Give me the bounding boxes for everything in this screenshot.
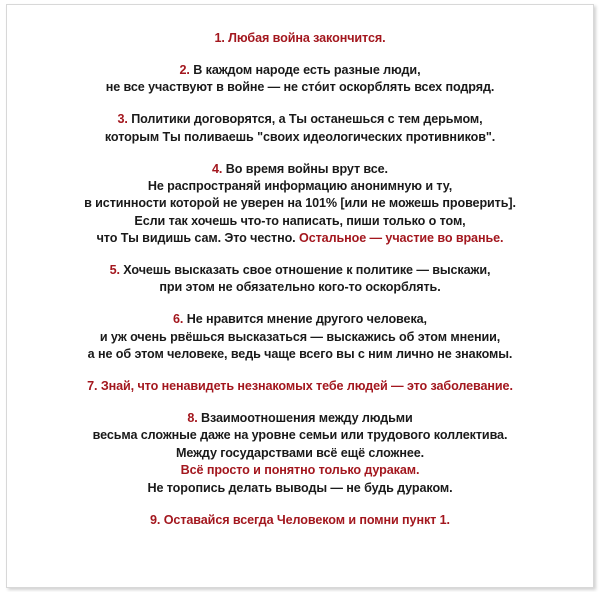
rule-text: Политики договорятся, а Ты останешься с тем дерьмом,	[131, 112, 483, 127]
rule-text: Не распространяй информацию анонимную и ту,	[147, 178, 453, 193]
rule-line	[0, 329, 600, 346]
rule-line	[0, 111, 600, 128]
rule-line	[0, 62, 600, 79]
rule-line	[0, 30, 600, 47]
highlight-text: 7. Знай, что ненавидеть незнакомых тебе людей — это заболевание.	[87, 379, 513, 394]
highlight-text: 5.	[109, 263, 124, 278]
rule-item-2	[0, 62, 600, 97]
rule-text: Взаимоотношения между людьми	[201, 411, 413, 425]
rule-item-5	[0, 262, 600, 297]
rule-text: при этом не обязательно кого-то оскорблять.	[159, 280, 441, 295]
highlight-text: 8.	[187, 411, 202, 425]
rule-line	[0, 378, 600, 395]
rules-list	[0, 30, 600, 543]
rule-item-1	[0, 30, 600, 47]
highlight-text: 2.	[179, 62, 194, 77]
rule-item-7	[0, 378, 600, 395]
rule-line	[0, 262, 600, 279]
rule-item-8	[0, 410, 600, 497]
rule-line	[0, 480, 600, 497]
rule-line	[0, 195, 600, 212]
highlight-text: Всё просто и понятно только дуракам.	[180, 463, 420, 478]
rule-text: Не торопись делать выводы — не будь дураком.	[147, 480, 453, 495]
rule-text: Во время войны врут все.	[225, 161, 388, 176]
rule-line	[0, 161, 600, 178]
rule-line	[0, 410, 600, 427]
rule-line	[0, 512, 600, 529]
rule-text: Не нравится мнение другого человека,	[186, 312, 427, 327]
rule-line	[0, 279, 600, 296]
rule-item-4	[0, 161, 600, 248]
rule-line	[0, 427, 600, 444]
rule-line	[0, 230, 600, 247]
rule-text: и уж очень рвёшься высказаться — выскажись об этом мнении,	[99, 329, 501, 344]
rule-item-9	[0, 512, 600, 529]
rule-text: Между государствами всё ещё сложнее.	[175, 445, 425, 460]
rule-text: что Ты видишь сам. Это честно.	[96, 231, 299, 246]
rule-line	[0, 79, 600, 96]
rule-line	[0, 129, 600, 146]
highlight-text: 6.	[173, 312, 187, 327]
rule-line	[0, 311, 600, 328]
rule-item-3	[0, 111, 600, 146]
highlight-text: 4.	[212, 161, 226, 176]
rule-line	[0, 462, 600, 479]
rule-text: Хочешь высказать свое отношение к политике — выскажи,	[123, 263, 491, 278]
rule-text: а не об этом человеке, ведь чаще всего вы с ним лично не знакомы.	[87, 347, 513, 362]
rule-line	[0, 445, 600, 462]
rule-text: в истинности которой не уверен на 101% [или не можешь проверить].	[84, 196, 516, 211]
rule-text: Если так хочешь что-то написать, пиши только о том,	[134, 213, 466, 228]
rule-text: весьма сложные даже на уровне семьи или трудового коллектива.	[92, 428, 508, 443]
rule-text: В каждом народе есть разные люди,	[193, 62, 421, 77]
rule-text: которым Ты поливаешь "своих идеологических противников".	[104, 129, 496, 144]
highlight-text: Остальное — участие во вранье.	[299, 231, 504, 246]
rule-line	[0, 346, 600, 363]
rule-item-6	[0, 311, 600, 363]
rule-text: не все участвуют в войне — не стóит оскорблять всех подряд.	[105, 80, 495, 95]
highlight-text: 3.	[117, 112, 132, 127]
highlight-text: 1. Любая война закончится.	[214, 31, 386, 45]
rule-line	[0, 178, 600, 195]
highlight-text: 9. Оставайся всегда Человеком и помни пункт 1.	[150, 512, 450, 527]
rule-line	[0, 213, 600, 230]
